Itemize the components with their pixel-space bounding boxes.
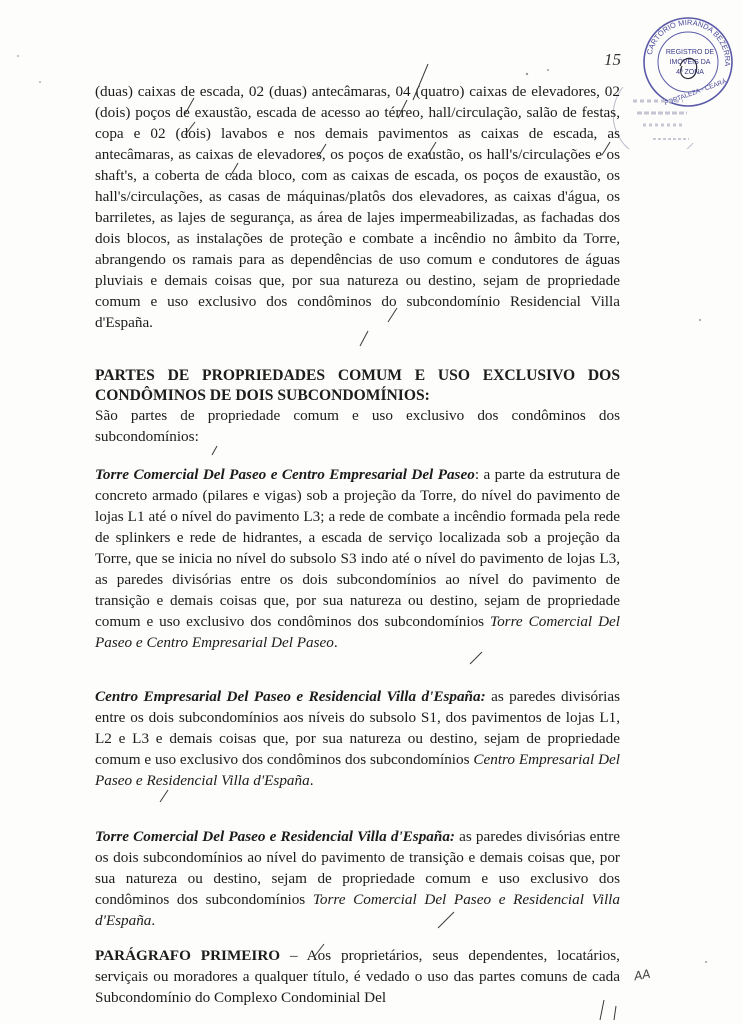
paragraph-label: PARÁGRAFO PRIMEIRO <box>95 947 281 964</box>
paragraph-primeiro <box>95 945 620 1008</box>
subsection-tail: Centro Empresarial Del Paseo e Residencial Villa d'España <box>95 751 620 789</box>
stamp-line1: REGISTRO DE <box>665 49 715 56</box>
subsection-body: : a parte da estrutura de concreto armado (pilares e vigas) sob a projeção da Torre, do nível do pavimento de lojas L1 até o nível do pavimento L3; a rede de combate a incêndio formada pela rede de splinkers e rede de hidrantes, a escada de serviço localizada sob a projeção da Torre, que se inicia no nível do subsolo S3 indo até o nível do pavimento de lojas L3, as paredes divisórias entre os dois subcondomínios ao nível do pavimento de transição e demais coisas que, por sua natureza ou destino, sejam de propriedade comum e uso exclusivo dos condôminos dos subcondomínios <box>95 466 620 630</box>
subsection-body: as paredes divisórias entre os dois subcondomínios aos níveis do subsolo S1, dos pavimentos de lojas L1, L2 e L3 e demais coisas que, por sua natureza ou destino, sejam de propriedade comum e uso exclusivo dos condôminos dos subcondomínios <box>95 688 621 768</box>
intro-paragraph: São partes de propriedade comum e uso exclusivo dos condôminos dos subcondomínios: <box>95 407 620 445</box>
stamp-line2: IMÓVEIS DA <box>669 59 711 66</box>
page-number: 15 <box>604 50 621 69</box>
stamp-line3: 4ª ZONA <box>676 69 704 76</box>
margin-initials: AA <box>632 966 652 984</box>
stamp-ring-text: CARTÓRIO MIRANDA BEZERRA <box>644 17 733 67</box>
subsection-title: Torre Comercial Del Paseo e Centro Empresarial Del Paseo <box>95 466 475 483</box>
subsection-tail: Torre Comercial Del Paseo e Centro Empresarial Del Paseo <box>95 613 621 651</box>
subsection-tail: Torre Comercial Del Paseo e Residencial Villa d'España <box>95 891 620 929</box>
paragraph-common-areas: (duas) caixas de escada, 02 (duas) antecâmaras, 04 (quatro) caixas de elevadores, 02 (dois) poços de exaustão, escada de acesso ao térreo, hall/circulação, salão de festas, copa e 02 (dois) lavabos e nos demais pavimentos as caixas de escada, as antecâmaras, as caixas de elevadores, os poços de exaustão, os hall's/circulações e os shaft's, a coberta de cada bloco, com as caixas de escada, os poços de exaustão, os hall's/circulações, as casas de máquinas/platôs dos elevadores, as caixas d'água, os barriletes, as lajes de segurança, as área de lajes impermeabilizadas, as fachadas dos dois blocos, as instalações de proteção e combate a incêndio no âmbito da Torre, abrangendo os ramais para as dependências de uso comum e condutores de águas pluviais e demais coisas que, por sua natureza ou destino, sejam de propriedade comum e uso exclusivo dos condôminos do subcondomínio Residencial Villa d'España. <box>95 83 620 331</box>
subsection-title: Centro Empresarial Del Paseo e Residencial Villa d'España: <box>95 688 486 705</box>
subsection-torre-centro: Torre Comercial Del Paseo e Centro Empresarial Del Paseo: a parte da estrutura de concreto armado (pilares e vigas) sob a projeção da Torre, do nível do pavimento de lojas L1 até o nível do pavimento L3; a rede de combate a incêndio formada pela rede de splinkers e rede de hidrantes, a escada de serviço localizada sob a projeção da Torre, que se inicia no nível do subsolo S3 indo até o nível do pavimento de lojas L3, as paredes divisórias entre os dois subcondomínios ao nível do pavimento de transição e demais coisas que, por sua natureza ou destino, sejam de propriedade comum e uso exclusivo dos condôminos dos subcondomínios Torre Comercial Del Paseo e Centro Empresarial Del Paseo. <box>95 466 621 651</box>
subsection-torre-residencial: Torre Comercial Del Paseo e Residencial Villa d'España: as paredes divisórias entre os dois subcondomínios ao nível do pavimento de transição e demais coisas que, por sua natureza ou destino, sejam de propriedade comum e uso exclusivo dos condôminos dos subcondomínios Torre Comercial Del Paseo e Residencial Villa d'España. <box>95 828 620 929</box>
subsection-body: as paredes divisórias entre os dois subcondomínios ao nível do pavimento de transição e demais coisas que, por sua natureza ou destino, sejam de propriedade comum e uso exclusivo dos condôminos dos subcondomínios <box>95 828 620 908</box>
subsection-centro-residencial: Centro Empresarial Del Paseo e Residencial Villa d'España: as paredes divisórias entre os dois subcondomínios aos níveis do subsolo S1, dos pavimentos de lojas L1, L2 e L3 e demais coisas que, por sua natureza ou destino, sejam de propriedade comum e uso exclusivo dos condôminos dos subcondomínios Centro Empresarial Del Paseo e Residencial Villa d'España. <box>95 688 621 789</box>
faded-stamp <box>613 83 703 149</box>
paragraph-body: – Aos proprietários, seus dependentes, locatários, serviçais ou moradores a qualquer título, é vedado o uso das partes comuns de cada Subcondomínio do Complexo Condominial Del <box>95 947 620 1006</box>
subsection-title: Torre Comercial Del Paseo e Residencial Villa d'España: <box>95 828 455 845</box>
stamp-bottom-text: FORTALEZA - CEARÁ <box>663 78 728 108</box>
section-heading: PARTES DE PROPRIEDADES COMUM E USO EXCLUSIVO DOS CONDÔMINOS DE DOIS SUBCONDOMÍNIOS: <box>95 367 620 404</box>
